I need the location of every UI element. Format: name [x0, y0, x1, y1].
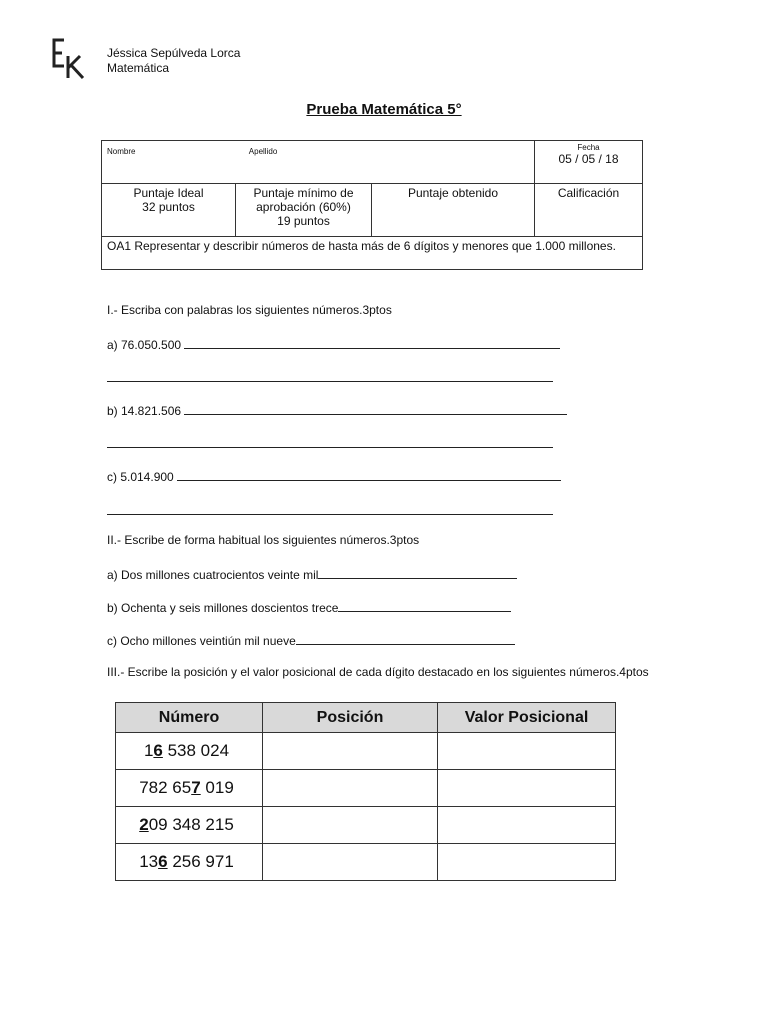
puntaje-min-value: 19 puntos — [277, 214, 330, 228]
section1-item-b — [107, 402, 567, 418]
section1-item-a — [107, 336, 560, 352]
numero-pre: 782 65 — [139, 778, 192, 797]
puntaje-obtenido-label: Puntaje obtenido — [407, 186, 499, 200]
numero-pre: 1 — [143, 741, 154, 760]
name-cell[interactable] — [102, 141, 535, 184]
valor-cell[interactable] — [438, 733, 616, 770]
nombre-label: Nombre — [107, 147, 136, 156]
highlighted-digit: 6 — [153, 741, 163, 760]
apellido-label: Apellido — [248, 147, 278, 156]
valor-cell[interactable] — [438, 844, 616, 881]
section2-item-a — [107, 566, 517, 582]
page-title: Prueba Matemática 5° — [306, 101, 462, 118]
numero-pre: 13 — [139, 852, 159, 871]
section1-heading: I.- Escriba con palabras los siguientes números.3ptos — [107, 303, 392, 317]
table-row — [116, 844, 616, 881]
section1-item-b-label: b) 14.821.506 — [107, 404, 182, 418]
table-row — [116, 733, 616, 770]
section3-heading: III.- Escribe la posición y el valor posicional de cada dígito destacado en los siguientes números.4ptos — [107, 665, 649, 679]
numero-post: 019 — [200, 778, 234, 797]
numero-post: 09 348 215 — [148, 815, 234, 834]
position-table — [115, 702, 616, 881]
answer-line-b[interactable] — [184, 402, 567, 415]
posicion-cell[interactable] — [263, 733, 438, 770]
col-valor-posicional: Valor Posicional — [438, 703, 616, 733]
numero-cell — [116, 770, 263, 807]
puntaje-obtenido-cell[interactable] — [372, 184, 535, 237]
subject-name: Matemática — [107, 61, 170, 75]
highlighted-digit: 2 — [139, 815, 149, 834]
puntaje-ideal-label: Puntaje Ideal — [133, 186, 204, 200]
date-cell — [535, 141, 643, 184]
author-block — [107, 46, 240, 76]
section2-item-c-label: c) Ocho millones veintiún mil nueve — [107, 634, 296, 648]
answer-line-2c[interactable] — [296, 632, 515, 645]
section1-item-c — [107, 468, 561, 484]
info-table — [101, 140, 643, 270]
answer-line-2a[interactable] — [318, 566, 517, 579]
section2-item-a-label: a) Dos millones cuatrocientos veinte mil — [107, 568, 319, 582]
numero-cell — [116, 807, 263, 844]
numero-cell — [116, 844, 263, 881]
answer-line-a[interactable] — [184, 336, 560, 349]
answer-line-b2[interactable] — [107, 447, 553, 448]
author-name: Jéssica Sepúlveda Lorca — [107, 46, 241, 60]
puntaje-ideal-value: 32 puntos — [142, 200, 195, 214]
numero-post: 538 024 — [162, 741, 230, 760]
fecha-label: Fecha — [577, 143, 600, 152]
posicion-cell[interactable] — [263, 770, 438, 807]
section2-item-b-label: b) Ochenta y seis millones doscientos trece — [107, 601, 339, 615]
highlighted-digit: 7 — [191, 778, 201, 797]
col-numero: Número — [116, 703, 263, 733]
col-posicion: Posición — [263, 703, 438, 733]
calificacion-label: Calificación — [557, 186, 620, 200]
valor-cell[interactable] — [438, 807, 616, 844]
puntaje-min-label: Puntaje mínimo de aprobación (60%) — [253, 186, 354, 214]
puntaje-min-cell — [236, 184, 372, 237]
numero-cell — [116, 733, 263, 770]
fecha-value: 05 / 05 / 18 — [558, 152, 619, 166]
numero-post: 256 971 — [167, 852, 234, 871]
section1-item-a-label: a) 76.050.500 — [107, 338, 182, 352]
answer-line-c[interactable] — [177, 468, 561, 481]
answer-line-c2[interactable] — [107, 514, 553, 515]
position-table-header — [116, 703, 616, 733]
posicion-cell[interactable] — [263, 807, 438, 844]
valor-cell[interactable] — [438, 770, 616, 807]
table-row — [116, 770, 616, 807]
section2-item-b — [107, 599, 511, 615]
ek-logo — [50, 36, 90, 80]
answer-line-2b[interactable] — [338, 599, 511, 612]
calificacion-cell[interactable] — [535, 184, 643, 237]
section2-heading: II.- Escribe de forma habitual los siguientes números.3ptos — [107, 533, 420, 547]
posicion-cell[interactable] — [263, 844, 438, 881]
section2-item-c — [107, 632, 515, 648]
section1-item-c-label: c) 5.014.900 — [107, 470, 174, 484]
objetivo-cell: OA1 Representar y describir números de hasta más de 6 dígitos y menores que 1.000 millones. — [102, 237, 643, 270]
table-row — [116, 807, 616, 844]
puntaje-ideal-cell — [102, 184, 236, 237]
answer-line-a2[interactable] — [107, 381, 553, 382]
highlighted-digit: 6 — [158, 852, 168, 871]
